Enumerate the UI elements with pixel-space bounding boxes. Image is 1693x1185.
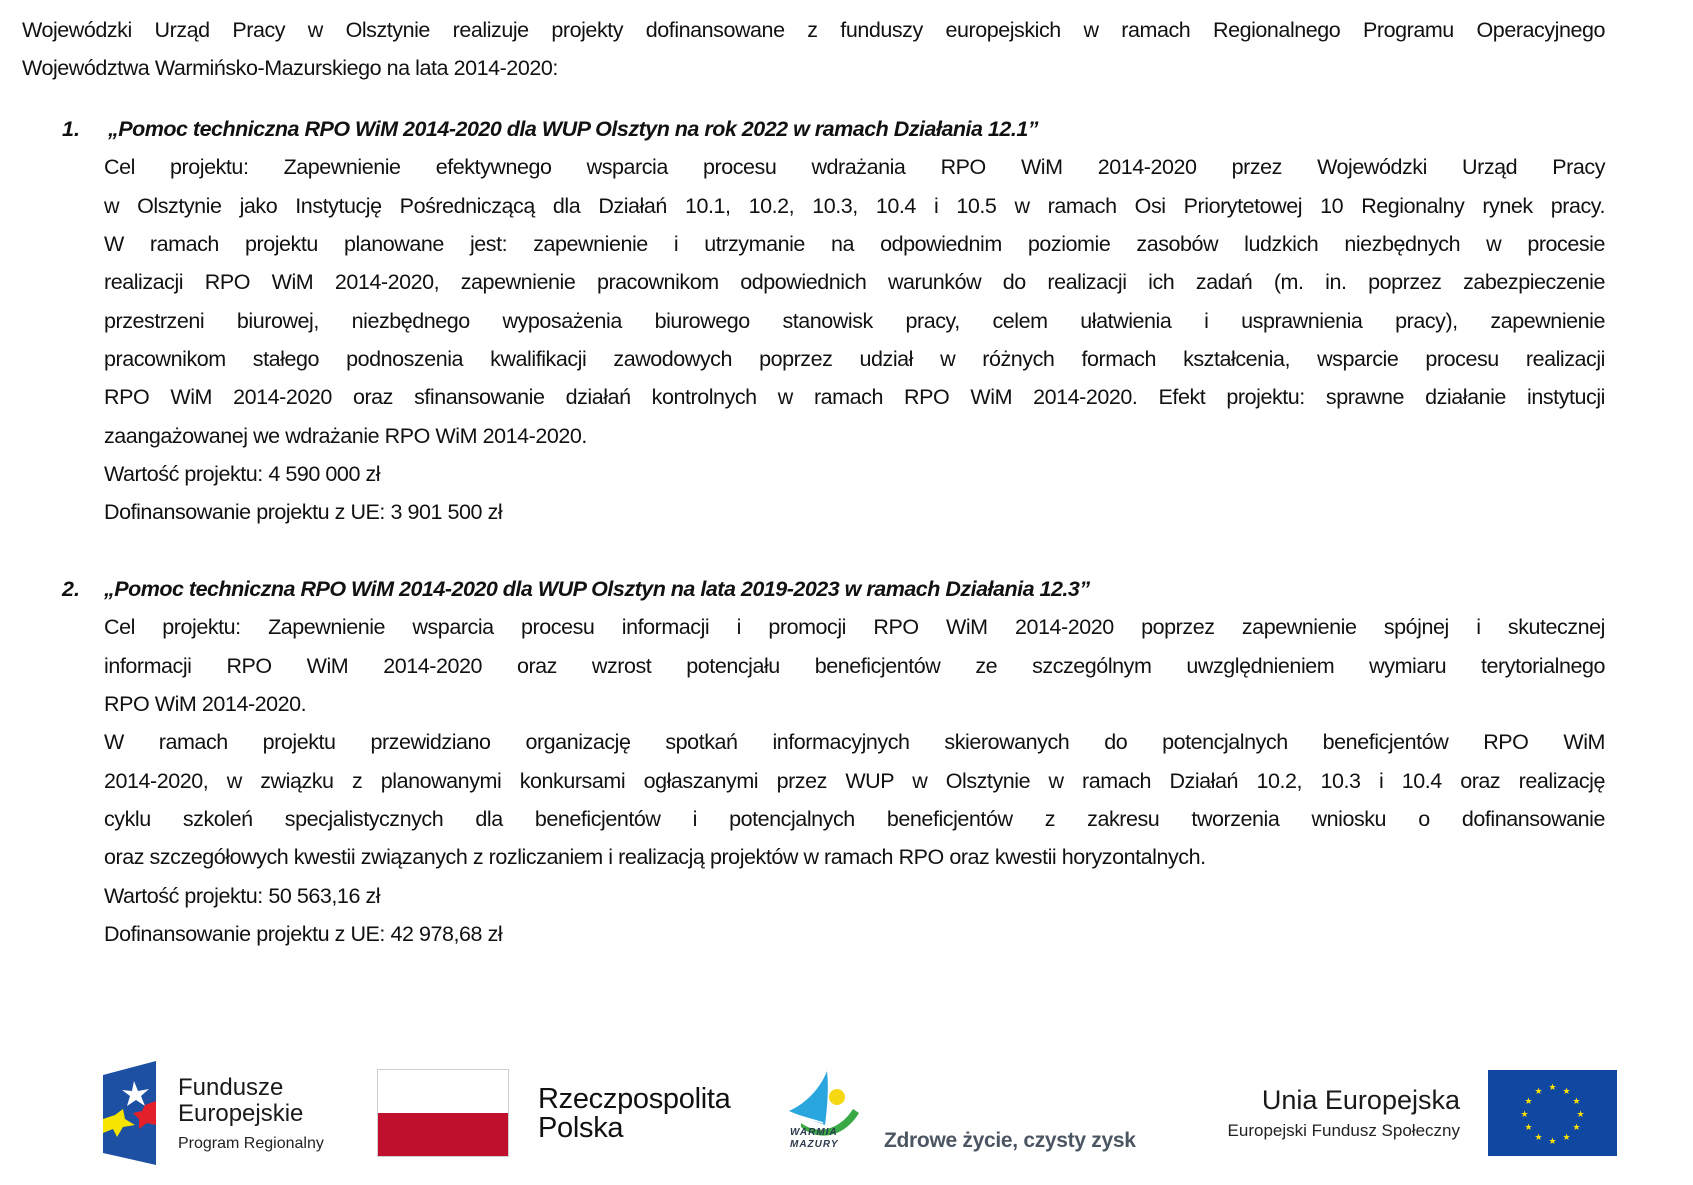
project-2-title: „Pomoc techniczna RPO WiM 2014-2020 dla WUP Olsztyn na lata 2019-2023 w ramach Działania 12.3” xyxy=(104,577,1090,601)
wm-line-2: MAZURY xyxy=(790,1139,839,1150)
project-2-eu-funding: Dofinansowanie projektu z UE: 42 978,68 zł xyxy=(104,922,503,946)
eu-flag-icon xyxy=(1488,1070,1617,1156)
svg-text:★: ★ xyxy=(1572,1097,1581,1107)
svg-text:★: ★ xyxy=(1524,1123,1533,1133)
project-1-line: przestrzeni biurowej, niezbędnego wyposażenia biurowego stanowisk pracy, celem ułatwienia i usprawnienia pracy), zapewnienie xyxy=(104,309,1605,333)
ue-title: Unia Europejska xyxy=(1261,1085,1460,1115)
svg-text:★: ★ xyxy=(1534,1133,1543,1143)
project-1-title: „Pomoc techniczna RPO WiM 2014-2020 dla WUP Olsztyn na rok 2022 w ramach Działania 12.1” xyxy=(108,117,1039,141)
project-2-line: oraz szczegółowych kwestii związanych z rozliczaniem i realizacją projektów w ramach RPO oraz kwestii horyzontalnych. xyxy=(104,845,1206,869)
project-2-line: RPO WiM 2014-2020. xyxy=(104,692,307,716)
fundusze-europejskie-text xyxy=(178,1075,324,1155)
wm-line-1: WARMIA xyxy=(790,1127,838,1138)
warmia-slogan: Zdrowe życie, czysty zysk xyxy=(884,1129,1136,1152)
project-1-line: w Olsztynie jako Instytucję Pośredniczącą dla Działań 10.1, 10.2, 10.3, 10.4 i 10.5 w ramach Osi Priorytetowej 10 Regionalny rynek pracy. xyxy=(104,194,1605,218)
project-2-line: informacji RPO WiM 2014-2020 oraz wzrost potencjału beneficjentów ze szczególnym uwzględnieniem wymiaru terytorialnego xyxy=(104,654,1605,678)
rp-line-1: Rzeczpospolita xyxy=(538,1083,731,1115)
unia-europejska-text xyxy=(1228,1085,1460,1143)
svg-text:★: ★ xyxy=(1548,1083,1557,1093)
fe-subtitle: Program Regionalny xyxy=(178,1135,324,1152)
rp-line-2: Polska xyxy=(538,1112,624,1144)
warmia-mazury-text xyxy=(790,1127,839,1151)
project-2-number: 2. xyxy=(62,577,80,601)
rzeczpospolita-polska-text xyxy=(538,1085,730,1143)
project-1-line: Cel projektu: Zapewnienie efektywnego wsparcia procesu wdrażania RPO WiM 2014-2020 przez Wojewódzki Urząd Pracy xyxy=(104,155,1605,179)
svg-text:★: ★ xyxy=(1562,1087,1571,1097)
intro-line-2: Województwa Warmińsko-Mazurskiego na lata 2014-2020: xyxy=(22,56,558,80)
fe-title-2: Europejskie xyxy=(178,1100,304,1127)
intro-line-1: Wojewódzki Urząd Pracy w Olsztynie realizuje projekty dofinansowane z funduszy europejskich w ramach Regionalnego Programu Operacyjnego xyxy=(22,18,1605,42)
svg-text:★: ★ xyxy=(1572,1123,1581,1133)
svg-text:★: ★ xyxy=(1534,1087,1543,1097)
ue-subtitle: Europejski Fundusz Społeczny xyxy=(1227,1121,1460,1140)
svg-text:★: ★ xyxy=(1548,1137,1557,1147)
project-1-line: W ramach projektu planowane jest: zapewnienie i utrzymanie na odpowiednim poziomie zasobów ludzkich niezbędnych w procesie xyxy=(104,232,1605,256)
svg-text:★: ★ xyxy=(1562,1133,1571,1143)
project-2-line: 2014-2020, w związku z planowanymi konkursami ogłaszanymi przez WUP w Olsztynie w ramach Działań 10.2, 10.3 i 10.4 oraz realizację xyxy=(104,769,1605,793)
footer-logos xyxy=(0,1055,1693,1175)
svg-text:★: ★ xyxy=(1520,1110,1529,1120)
polish-flag-icon xyxy=(377,1069,509,1157)
fe-title-1: Fundusze xyxy=(178,1074,284,1101)
project-2-line: W ramach projektu przewidziano organizację spotkań informacyjnych skierowanych do potencjalnych beneficjentów RPO WiM xyxy=(104,730,1605,754)
project-1-line: zaangażowanej we wdrażanie RPO WiM 2014-2020. xyxy=(104,424,587,448)
project-1-value: Wartość projektu: 4 590 000 zł xyxy=(104,462,381,486)
project-2-line: cyklu szkoleń specjalistycznych dla beneficjentów i potencjalnych beneficjentów z zakresu tworzenia wniosku o dofinansowanie xyxy=(104,807,1605,831)
project-2-value: Wartość projektu: 50 563,16 zł xyxy=(104,884,381,908)
svg-text:★: ★ xyxy=(1576,1110,1585,1120)
project-1-number: 1. xyxy=(62,117,80,141)
project-1-line: realizacji RPO WiM 2014-2020, zapewnienie pracownikom odpowiednich warunków do realizacji ich zadań (m. in. poprzez zabezpieczenie xyxy=(104,270,1605,294)
project-1-line: RPO WiM 2014-2020 oraz sfinansowanie działań kontrolnych w ramach RPO WiM 2014-2020. Efekt projektu: sprawne działanie instytucji xyxy=(104,385,1605,409)
fundusze-europejskie-logo-icon xyxy=(103,1061,156,1165)
project-1-line: pracownikom stałego podnoszenia kwalifikacji zawodowych poprzez udział w różnych formach kształcenia, wsparcie procesu realizacji xyxy=(104,347,1605,371)
project-1-eu-funding: Dofinansowanie projektu z UE: 3 901 500 zł xyxy=(104,500,503,524)
svg-text:★: ★ xyxy=(1524,1097,1533,1107)
project-2-line: Cel projektu: Zapewnienie wsparcia procesu informacji i promocji RPO WiM 2014-2020 poprzez zapewnienie spójnej i skutecznej xyxy=(104,615,1605,639)
